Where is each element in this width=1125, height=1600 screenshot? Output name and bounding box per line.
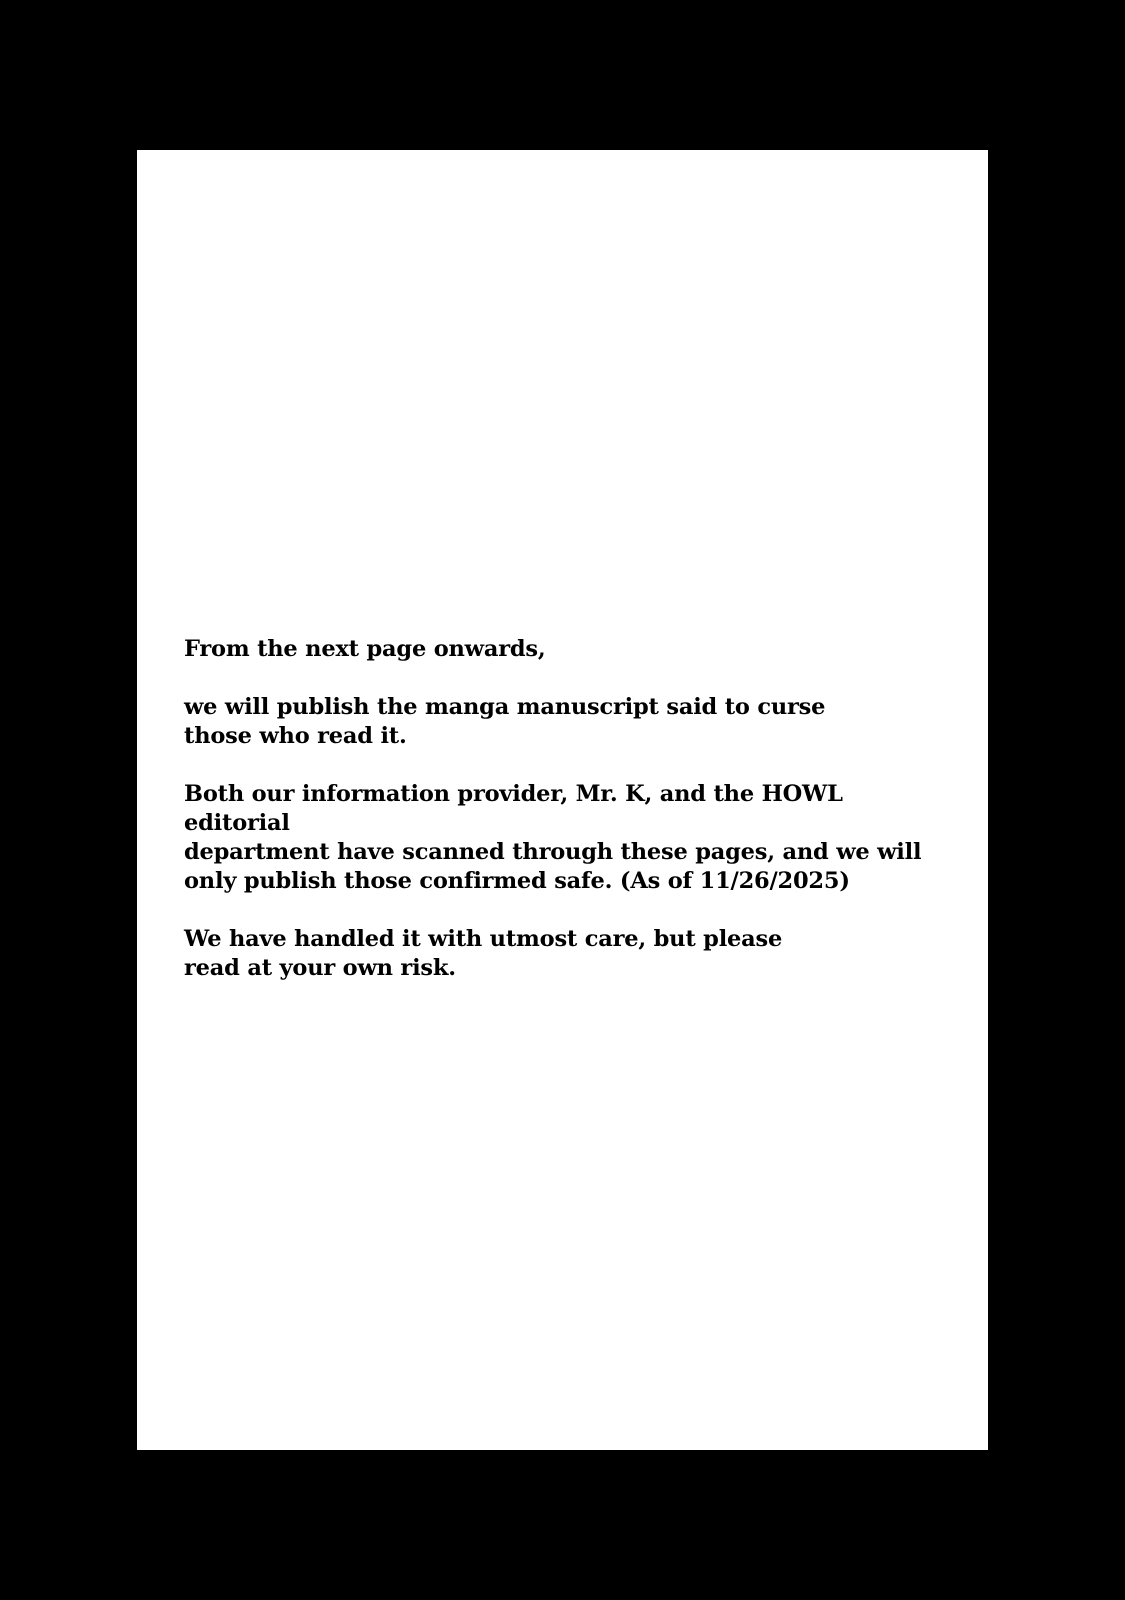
manuscript-page — [137, 150, 988, 1450]
notice-paragraph-4: We have handled it with utmost care, but please read at your own risk. — [184, 926, 783, 981]
notice-paragraph-2: we will publish the manga manuscript said to curse those who read it. — [184, 694, 826, 749]
notice-paragraph-1: From the next page onwards, — [184, 636, 546, 662]
warning-notice — [184, 635, 944, 1012]
notice-paragraph-3: Both our information provider, Mr. K, and the HOWL editorial department have scanned through these pages, and we will only publish those confirmed safe. (As of 11/26/2025) — [184, 781, 922, 894]
